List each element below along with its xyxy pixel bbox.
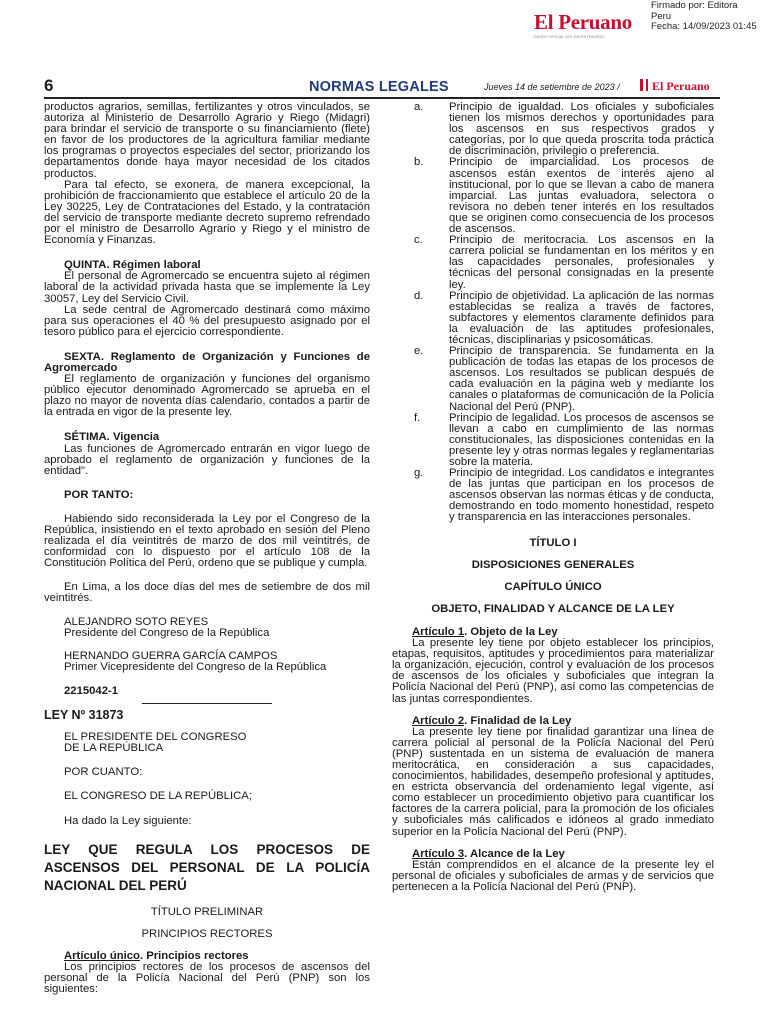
item-letter: d.: [414, 289, 424, 302]
item-text: Principio de integridad. Los candidatos e integrantes de las juntas que participan en los procesos de ascensos observan las normas éticas y de conducta, demostrando en todo momento honestidad, respeto y transparencia en las interacciones personales.: [449, 467, 714, 524]
paragraph: La sede central de Agromercado destinará como máximo para sus operaciones el 40 % del presupuesto asignado por el tesoro público para el ejercicio correspondiente.: [44, 303, 370, 338]
principle-item: [392, 291, 714, 346]
item-text: Principio de igualdad. Los oficiales y suboficiales tienen los mismos derechos y oportunidades para los ascensos en sus respectivos grados y categorías, por lo que queda proscrita toda práctica de discriminación, privilegio o preferencia.: [449, 101, 714, 158]
section-heading: SÉTIMA. Vigencia: [64, 431, 160, 444]
principle-item: [392, 413, 714, 468]
paragraph: POR CUANTO:: [64, 766, 143, 779]
section-heading: SEXTA. Reglamento de Organización y Funciones de Agromercado: [44, 350, 370, 374]
signatory-role: Presidente del Congreso de la República: [64, 626, 270, 639]
item-text: Principio de transparencia. Se fundamenta en la publicación de todas las etapas de los procesos de ascensos. Los resultados se publican después de cada evaluación en la página web y mediante los canales o plataformas de comunicación de la Policía Nacional del Perú (PNP).: [449, 345, 714, 413]
paragraph: Los principios rectores de los procesos de ascensos del personal de la Policía Nacional del Perú (PNP) son los siguientes:: [44, 960, 370, 996]
article-title: . Principios rectores: [139, 949, 249, 962]
article-label: Artículo único: [64, 949, 140, 962]
stamp-tagline: DIARIO OFICIAL DEL BICENTENARIO: [534, 34, 605, 39]
stamp-brand: El Peruano: [534, 10, 632, 34]
issue-date: Jueves 14 de setiembre de 2023 /: [484, 82, 620, 92]
article-label: Artículo 1: [412, 625, 465, 638]
principle-item: [392, 102, 714, 157]
stamp-line-1: Firmado por: Editora: [651, 0, 738, 11]
signatory-role: Primer Vicepresidente del Congreso de la República: [64, 660, 327, 673]
item-letter: e.: [414, 345, 424, 358]
article-title: . Alcance de la Ley: [464, 847, 565, 860]
objeto-heading: OBJETO, FINALIDAD Y ALCANCE DE LA LEY: [431, 602, 675, 615]
paragraph: DE LA REPÚBLICA: [64, 742, 164, 755]
left-column: [44, 102, 370, 995]
document-code: 2215042-1: [64, 684, 119, 697]
item-letter: b.: [414, 156, 424, 169]
paragraph: Para tal efecto, se exonera, de manera excepcional, la prohibición de fraccionamiento que establece el artículo 20 de la Ley 30225, Ley de Contrataciones del Estado, y la contratación del servicio de transporte mediante decreto supremo refrendado por el ministro de Desarrollo Agrario y Riego y el ministro de Economía y Finanzas.: [44, 178, 370, 247]
header-logo: El Peruano: [652, 79, 710, 93]
ley-number: LEY Nº 31873: [44, 708, 124, 723]
header-rule: [44, 97, 720, 99]
paragraph: La presente ley tiene por objeto establecer los principios, etapas, requisitos, aptitudes y procedimientos para materializar la organización, ejecución, control y evaluación de los procesos de ascensos de los oficiales y suboficiales que integran la Policía Nacional del Perú (PNP), así como las competencias de las juntas correspondientes.: [392, 637, 714, 705]
paragraph: El personal de Agromercado se encuentra sujeto al régimen laboral de la actividad privada hasta que se implemente la Ley 30057, Ley del Servicio Civil.: [44, 270, 370, 305]
article-title: . Finalidad de la Ley: [464, 714, 572, 727]
item-text: Principio de meritocracia. Los ascensos en la carrera policial se fundamentan en los méritos y en las capacidades personales, profesionales y técnicas del personal consignadas en la presente ley.: [449, 234, 714, 291]
stamp-line-2: Peru: [651, 10, 672, 22]
principle-item: [392, 235, 714, 290]
article-label: Artículo 2: [412, 714, 465, 727]
page-number: 6: [44, 76, 54, 95]
signature-stamp: [651, 1, 767, 33]
paragraph: EL CONGRESO DE LA REPÚBLICA;: [64, 790, 252, 803]
item-text: Principio de legalidad. Los procesos de ascensos se llevan a cabo en cumplimiento de las normas constitucionales, las disposiciones contenidas en la presente ley y otras normas legales y reglamentarias sobre la materia.: [449, 411, 714, 468]
stamp-logo: [534, 11, 646, 39]
principios-rectores: PRINCIPIOS RECTORES: [141, 927, 273, 940]
titulo-1: TÍTULO I: [529, 536, 577, 549]
paragraph: En Lima, a los doce días del mes de setiembre de dos mil veintitrés.: [44, 581, 370, 605]
article-title: . Objeto de la Ley: [464, 625, 558, 638]
peru-flag-icon: [640, 79, 648, 91]
paragraph: EL PRESIDENTE DEL CONGRESO: [64, 731, 247, 744]
titulo-preliminar: TÍTULO PRELIMINAR: [150, 905, 264, 918]
signatory-name: HERNANDO GUERRA GARCÍA CAMPOS: [64, 649, 278, 662]
signatory-name: ALEJANDRO SOTO REYES: [64, 615, 209, 628]
paragraph: El reglamento de organización y funciones del organismo público ejecutor denominado Agromercado se aprueba en el plazo no mayor de noventa días calendario, contados a partir de la entrada en vigor de la presente ley.: [44, 373, 370, 419]
principle-item: [392, 157, 714, 235]
paragraph: Habiendo sido reconsiderada la Ley por el Congreso de la República, insistiendo en el texto aprobado en sesión del Pleno realizada el día veintitrés de marzo de dos mil veintitrés, de conformidad con lo dispuesto por el artículo 108 de la Constitución Política del Perú, ordeno que se publique y cumpla.: [44, 512, 370, 570]
stamp-line-3: Fecha: 14/09/2023 01:45: [651, 21, 757, 33]
capitulo-unico: CAPÍTULO ÚNICO: [504, 580, 602, 593]
item-letter: a.: [414, 101, 424, 113]
paragraph: Ha dado la Ley siguiente:: [64, 814, 192, 827]
section-title: NORMAS LEGALES: [309, 79, 449, 95]
article-label: Artículo 3: [412, 847, 465, 860]
principle-item: [392, 468, 714, 523]
section-heading: QUINTA. Régimen laboral: [64, 259, 201, 272]
principle-item: [392, 346, 714, 413]
paragraph: La presente ley tiene por finalidad garantizar una línea de carrera policial al personal de la Policía Nacional del Perú (PNP) sustentada en un sistema de evaluación de manera meritocrática, en consideración a sus capacidades, conocimientos, habilidades, desempeño profesional y aptitudes, en estricta observancia del ordenamiento legal vigente, así como establecer un procedimiento objetivo para cuantificar los factores de la carrera policial, para la promoción de los oficiales y suboficiales más calificados e idóneos al grado inmediato superior en la Policía Nacional del Perú (PNP).: [392, 725, 714, 838]
ley-heading: [44, 703, 370, 721]
item-letter: f.: [414, 411, 421, 424]
paragraph: Están comprendidos en el alcance de la presente ley el personal de oficiales y suboficiales de armas y de servicios que pertenecen a la Policía Nacional del Perú (PNP).: [392, 858, 714, 893]
por-tanto: POR TANTO:: [64, 488, 134, 501]
item-text: Principio de imparcialidad. Los procesos de ascensos están exentos de interés ajeno al institucional, por lo que se llevan a cabo de manera imparcial. Las juntas evaluadora, selectora o revisora no deben tener interés en los resultados que se originen como consecuencia de los procesos de ascensos.: [449, 156, 714, 236]
paragraph: Las funciones de Agromercado entrarán en vigor luego de aprobado el reglamento de organización y funciones de la entidad".: [44, 442, 370, 477]
item-letter: c.: [414, 234, 423, 247]
page-header: [44, 76, 720, 96]
disposiciones-generales: DISPOSICIONES GENERALES: [471, 558, 635, 571]
item-text: Principio de objetividad. La aplicación de las normas establecidas se realiza a través de factores, subfactores y elementos claramente definidos para la evaluación de las aptitudes profesionales, técnicas, disciplinarias y psicosomáticas.: [449, 289, 714, 346]
right-column: [392, 102, 714, 893]
ley-rule: [142, 703, 272, 704]
paragraph: productos agrarios, semillas, fertilizantes y otros vinculados, se autoriza al Ministerio de Desarrollo Agrario y Riego (Midagri) para brindar el servicio de transporte o su financiamiento (flete) en favor de los productores de la agricultura familiar mediante los programas o proyectos especiales del sector, priorizando los departamentos donde haya mayor necesidad de los citados productos.: [44, 101, 370, 180]
law-title: LEY QUE REGULA LOS PROCESOS DE ASCENSOS DEL PERSONAL DE LA POLICÍA NACIONAL DEL PERÚ: [44, 841, 370, 893]
item-letter: g.: [414, 467, 424, 480]
